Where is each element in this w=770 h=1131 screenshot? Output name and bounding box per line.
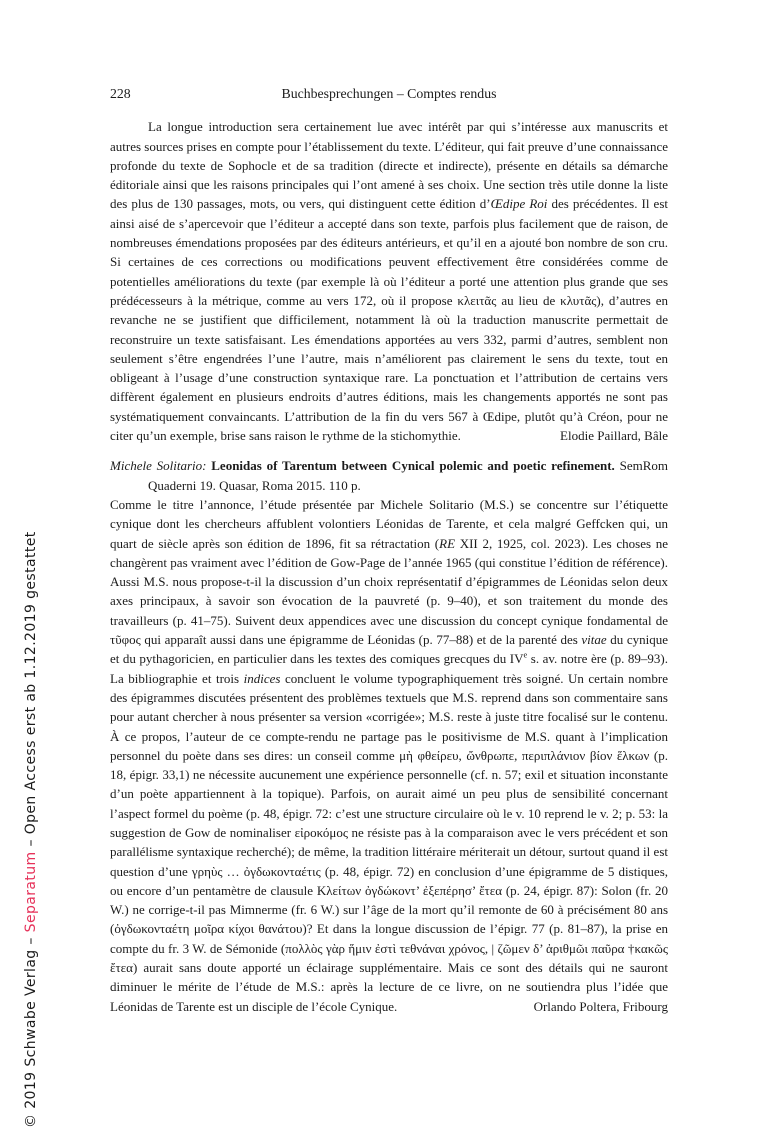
page-number: 228: [110, 86, 131, 101]
review-2-heading-text: Michele Solitario: Leonidas of Tarentum between Cynical polemic and poetic refinement. SemRom Quaderni 19. Quasar, Roma 2015. 110 p.: [110, 458, 668, 493]
imprint-prefix: © 2019 Schwabe Verlag –: [23, 932, 39, 1128]
review-2-heading: [110, 456, 668, 495]
review-1-text: La longue introduction sera certainement lue avec intérêt par qui s’intéresse aux manuscrits et autres sources prises en compte pour l’établissement du texte. L’éditeur, qui fait preuve d’une connaissance profonde du texte de Sophocle et de sa tradition (directe et indirecte), présente en détails sa démarche éditoriale ainsi que les raisons principales qui l’ont amené à ses choix. Une section très utile donne la liste des plus de 130 passages, mots, ou vers, qui distinguent cette édition d’Œdipe Roi des précédentes. Il est ainsi aisé de s’apercevoir que l’éditeur a accepté dans son texte, parfois plus facilement que de raison, de nombreuses émendations proposées par des éditeurs antérieurs, et qu’il en a ajouté bon nombre de son cru. Si certaines de ces corrections ou modifications peuvent effectivement être considérées comme de potentielles améliorations du texte (par exemple là où l’éditeur a porté une attention plus grande que ses prédécesseurs à la métrique, comme au vers 172, où il propose κλειτᾶς au lieu de κλυτᾶς), d’autres en revanche ne se justifient que difficilement, notamment là où la traduction manuscrite permettait de reconstruire un texte satisfaisant. Les émendations apportées au vers 332, parmi d’autres, semblent non seulement s’être engendrées l’une l’autre, mais n’améliorent pas clairement le sens du texte, tout en obligeant à l’usage d’une construction syntaxique rare. La ponctuation et l’attribution de certains vers diffèrent également en plusieurs endroits d’autres éditions, mais les changements apportés ne sont pas systématiquement convaincants. L’attribution de la fin du vers 567 à Œdipe, plutôt qu’à Créon, pour ne citer qu’un exemple, brise sans raison le rythme de la stichomythie.: [110, 119, 668, 444]
imprint-suffix: – Open Access erst ab 1.12.2019 gestattet: [23, 531, 39, 852]
sidebar-imprint: [23, 531, 39, 1128]
page-header: [110, 84, 668, 103]
review-2: [110, 456, 668, 1016]
review-1: [110, 117, 668, 445]
review-2-text: Comme le titre l’annonce, l’étude présentée par Michele Solitario (M.S.) se concentre sur l’étiquette cynique dont les chercheurs affublent volontiers Léonidas de Tarente, et cela malgré Geffcken qui, un quart de siècle après son édition de 1896, fit sa rétractation (RE XII 2, 1925, col. 2023). Les choses ne changèrent pas vraiment avec l’édition de Gow-Page de l’année 1965 (qui constitue l’édition de référence). Aussi M.S. nous propose-t-il la discussion d’un choix représentatif d’épigrammes de Léonidas selon deux axes principaux, à savoir son évocation de la pauvreté (p. 9–40), et son traitement du monde des travailleurs (p. 41–75). Suivent deux appendices avec une discussion du concept cynique fondamental de τῦφος qui apparaît aussi dans une épigramme de Léonidas (p. 77–88) et de la parenté des vitae du cynique et du pythagoricien, en particulier dans les textes des comiques grecques du IVe s. av. notre ère (p. 89–93). La bibliographie et trois indices concluent le volume typographiquement très soigné. Un certain nombre des épigrammes discutées présentent des problèmes textuels que M.S. reprend dans son commentaire sans pour autant chercher à nous présenter sa version «corrigée»; M.S. reste à juste titre focalisé sur le contenu. À ce propos, l’auteur de ce compte-rendu ne partage pas le positivisme de M.S. quant à l’implication personnel du poète dans ses dires: un conseil comme μὴ φθείρευ, ὤνθρωπε, περιπλάνιον βίον ἕλκων (p. 18, épigr. 33,1) ne nécessite aucunement une expérience personnelle (cf. n. 57; exil et situation inconstante d’un poète appartiennent à la topique). Parfois, on aurait aimé un peu plus de sensibilité concernant l’aspect formel du poème (p. 48, épigr. 72: c’est une structure circulaire où le v. 10 reprend le v. 2; p. 53: la suggestion de Gow de nominaliser εἰροκόμος ne résiste pas à la comparaison avec le vers précédent et son parallélisme syntaxique recherché); de même, la tradition littéraire mériterait un détour, surtout quand il est question d’une γρηὺς … ὀγδωκονταέτις (p. 48, épigr. 72) en conclusion d’une épigramme de 5 distiques, ou encore d’un pentamètre de clausule Κλείτων ὀγδώκοντ’ ἐξεπέρησ’ ἔτεα (p. 24, épigr. 87): Solon (fr. 20 W.) ne corrige-t-il pas Mimnerme (fr. 6 W.) sur l’âge de la mort qu’il remonte de 60 à précisément 80 ans (ὀγδωκονταέτη μοῖρα κίχοι θανάτου)? Et dans la longue discussion de l’épigr. 77 (p. 81–87), la prise en compte du fr. 3 W. de Sémonide (πολλὸς γὰρ ἥμιν ἐστὶ τεθνάναι χρόνος, | ζῶμεν δ’ ἀριθμῶι παῦρα †κακῶς ἔτεα) aurait sans doute apporté un éclairage supplémentaire. Mais ce sont des détails qui ne sauront diminuer le mérite de l’étude de M.S.: après la lecture de ce livre, on ne soutiendra plus l’idée que Léonidas de Tarente est un disciple de l’école Cynique.: [110, 496, 668, 1014]
review-2-paragraph: [110, 495, 668, 1016]
review-1-paragraph: [110, 117, 668, 445]
review-1-signature: Elodie Paillard, Bâle: [560, 428, 668, 444]
running-head: Buchbesprechungen – Comptes rendus: [281, 86, 497, 101]
imprint-separatum: Separatum: [23, 851, 39, 933]
review-2-signature: Orlando Poltera, Fribourg: [533, 998, 668, 1014]
text-block: [110, 84, 668, 1016]
